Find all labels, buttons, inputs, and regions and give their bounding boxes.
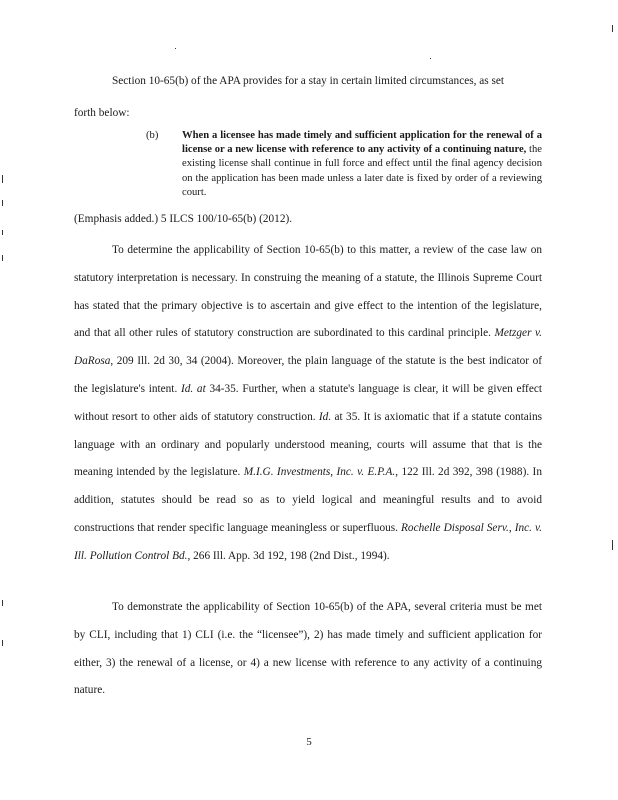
id-cite-2: Id. <box>318 410 332 423</box>
statute-quote-block <box>146 129 542 200</box>
scan-mark <box>2 175 3 183</box>
page-number: 5 <box>306 736 312 748</box>
scan-mark <box>2 640 3 646</box>
paragraph-criteria: To demonstrate the applicability of Section 10-65(b) of the APA, several criteria must be met by CLI, including that 1) CLI (i.e. the “licensee”), 2) has made timely and sufficient application for either, 3) the renewal of a license, or 4) a new license with reference to any activity of a continuing nature. <box>74 601 542 697</box>
scan-mark <box>612 540 613 550</box>
case-cite-mig: M.I.G. Investments, Inc. v. E.P.A. <box>243 466 396 479</box>
citation-line: (Emphasis added.) 5 ILCS 100/10-65(b) (2012). <box>74 213 293 225</box>
p1-text-6: , 266 Ill. App. 3d 192, 198 (2nd Dist., 1994). <box>187 549 390 562</box>
case-cite-rochelle: Rochelle Disposal Serv., Inc. v. Ill. Pollution Control Bd. <box>74 521 542 562</box>
scan-mark <box>430 58 431 59</box>
p1-text-5: , 122 Ill. 2d 392, 398 (1988). In addition, statutes should be read so as to yield logical and meaningful results and to avoid constructions that render specific language meaningless or superfluous. <box>74 466 542 534</box>
scan-mark <box>2 255 3 261</box>
intro-line-1: Section 10-65(b) of the APA provides for a stay in certain limited circumstances, as set <box>112 75 505 87</box>
intro-line-2: forth below: <box>74 107 130 119</box>
quote-emphasis: When a licensee has made timely and sufficient application for the renewal of a license or a new license with reference to any activity of a continuing nature, <box>182 130 542 156</box>
case-cite-metzger: Metzger v. DaRosa <box>74 327 542 368</box>
quote-text <box>182 129 542 200</box>
quote-label: (b) <box>146 130 159 141</box>
scan-mark <box>2 600 3 606</box>
paragraph-statutory-interpretation <box>74 237 542 571</box>
p1-text-4: at 35. It is axiomatic that if a statute contains language with an ordinary and popularly understood meaning, courts will assume that that is the meaning intended by the legislature. <box>74 410 542 479</box>
scan-mark <box>175 48 176 49</box>
p1-text-2: , 209 Ill. 2d 30, 34 (2004). Moreover, the plain language of the statute is the best indicator of the legislature's intent. <box>74 355 542 395</box>
quote-remainder: the existing license shall continue in full force and effect until the final agency decision on the application has been made unless a later date is fixed by order of a reviewing court. <box>182 144 542 198</box>
id-cite-1: Id. at <box>180 382 206 395</box>
scan-mark <box>2 230 3 235</box>
p1-text-1: To determine the applicability of Section 10-65(b) to this matter, a review of the case law on statutory interpretation is necessary. In construing the meaning of a statute, the Illinois Supreme Court has stated that the primary objective is to ascertain and give effect to the intention of the legislature, and that all other rules of statutory construction are subordinated to this cardinal principle. <box>74 244 542 340</box>
scan-mark <box>2 200 3 206</box>
p1-text-3: 34-35. Further, when a statute's language is clear, it will be given effect without resort to other aids of statutory construction. <box>74 382 542 423</box>
scan-mark <box>612 25 613 32</box>
